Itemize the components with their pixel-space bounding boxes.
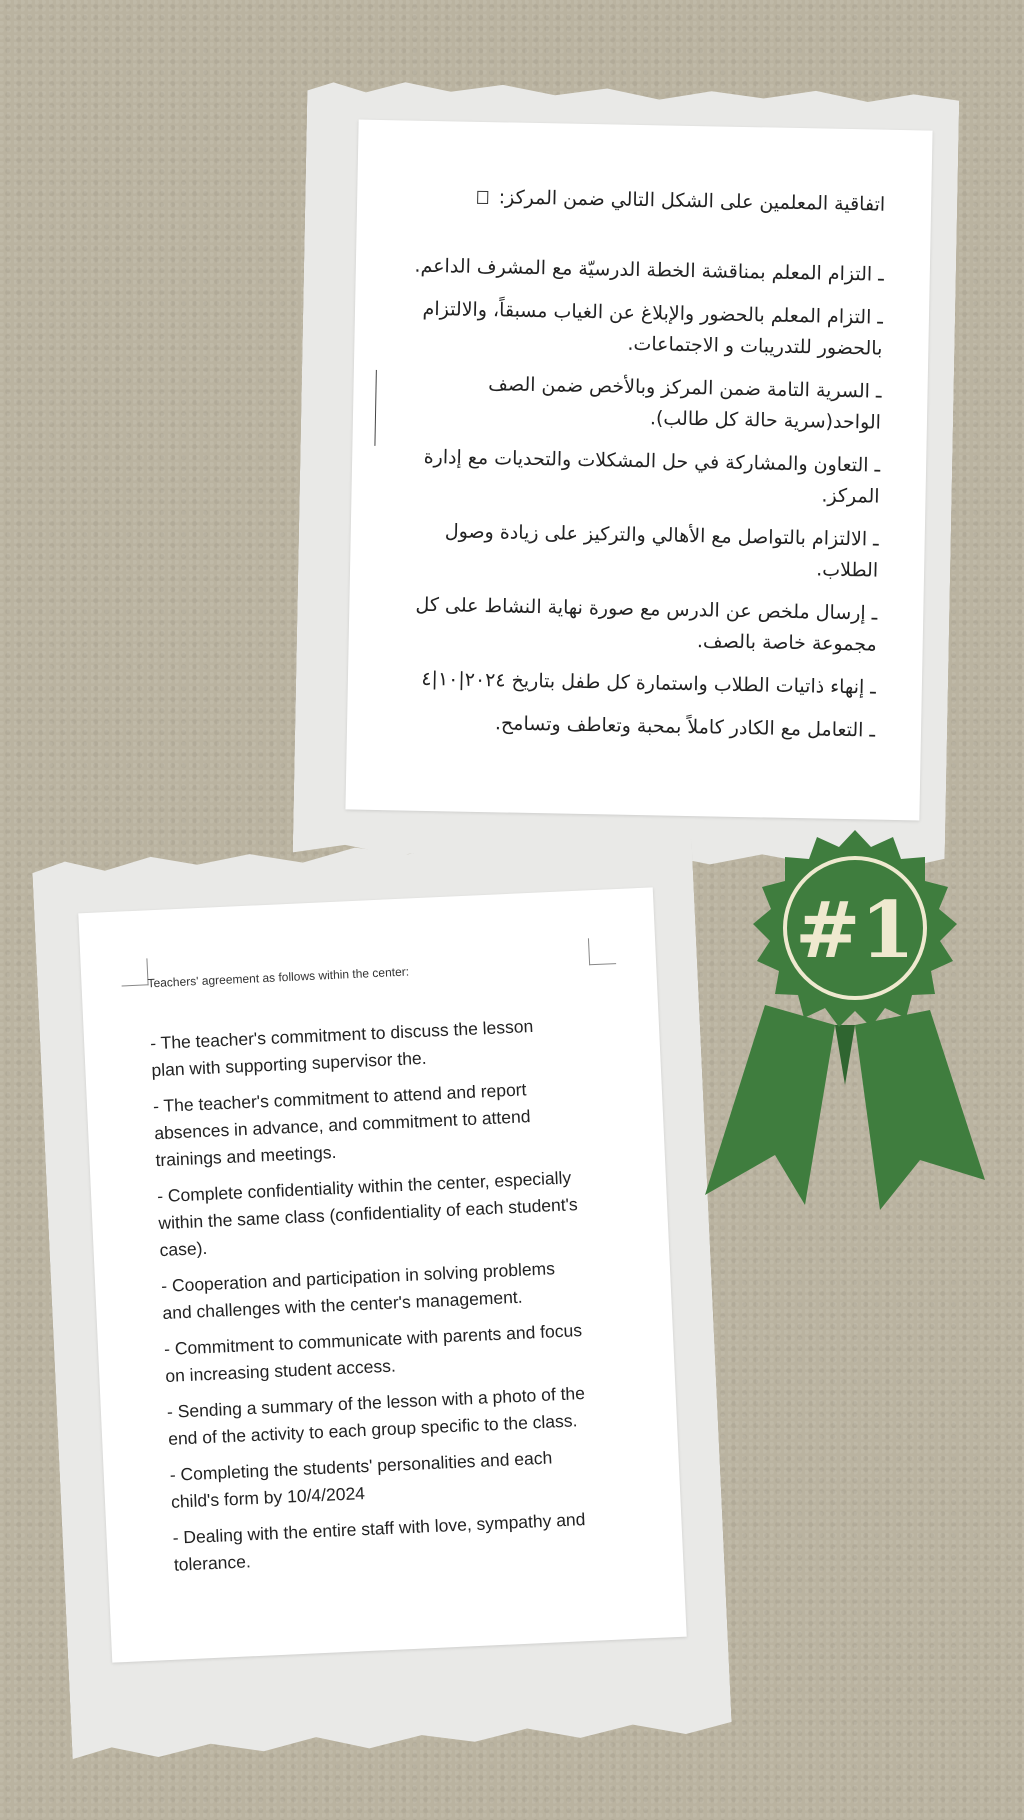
list-item: ـ السرية التامة ضمن المركز وبالأخص ضمن الصف الواحد(سرية حالة كل طالب). [488, 373, 882, 434]
list-item: ـ إرسال ملخص عن الدرس مع صورة نهاية النشاط على كل مجموعة خاصة بالصف. [415, 593, 878, 656]
list-item: - Dealing with the entire staff with love, sympathy and tolerance. [172, 1509, 586, 1575]
list-item: - The teacher's commitment to discuss the lesson plan with supporting supervisor the. [149, 1015, 534, 1081]
arabic-document-page [345, 120, 932, 821]
ribbon-tails [705, 1005, 985, 1210]
list-item: - Sending a summary of the lesson with a photo of the end of the activity to each group specific to the class. [166, 1382, 586, 1449]
arabic-title-text: اتفاقية المعلمين على الشكل التالي ضمن المركز: [498, 186, 886, 216]
box-glyph-icon [478, 190, 489, 203]
crop-mark-top-right [588, 937, 616, 965]
arabic-document-title [467, 186, 885, 216]
list-item: ـ التعاون والمشاركة في حل المشكلات والتحديات مع إدارة المركز. [423, 445, 881, 508]
arabic-agreement-list [395, 250, 884, 758]
english-document-page [78, 887, 686, 1662]
list-item: ـ الالتزام بالتواصل مع الأهالي والتركيز على زيادة وصول الطلاب. [444, 520, 879, 582]
list-item: - Complete confidentiality within the center, especially within the same class (confidentiality of each student's case). [156, 1167, 579, 1261]
margin-bar [374, 370, 376, 446]
award-ribbon-icon [705, 825, 1005, 1225]
list-item: - Commitment to communicate with parents and focus on increasing student access. [163, 1320, 583, 1386]
list-item: - Cooperation and participation in solving problems and challenges with the center's management. [160, 1258, 556, 1324]
list-item: ـ إنهاء ذاتيات الطلاب واستمارة كل طفل بتاريخ ٢٠٢٤|١٠|٤ [421, 667, 877, 699]
list-item: ـ التعامل مع الكادر كاملاً بمحبة وتعاطف وتسامح. [494, 712, 876, 742]
badge-label: #1 [795, 885, 915, 976]
english-document-title: Teachers' agreement as follows within the center: [147, 964, 410, 991]
list-item: - The teacher's commitment to attend and report absences in advance, and commitment to attend trainings and meetings. [152, 1079, 531, 1171]
list-item: ـ التزام المعلم بالحضور والإبلاغ عن الغياب مسبقاً، والالتزام بالحضور للتدريبات و الاجتماعات. [422, 297, 884, 360]
english-agreement-list [150, 1011, 595, 1587]
list-item: ـ التزام المعلم بمناقشة الخطة الدرسيّة مع المشرف الداعم. [414, 254, 885, 286]
crop-mark-top-left [120, 958, 148, 986]
list-item: - Completing the students' personalities and each child's form by 10/4/2024 [169, 1447, 553, 1512]
